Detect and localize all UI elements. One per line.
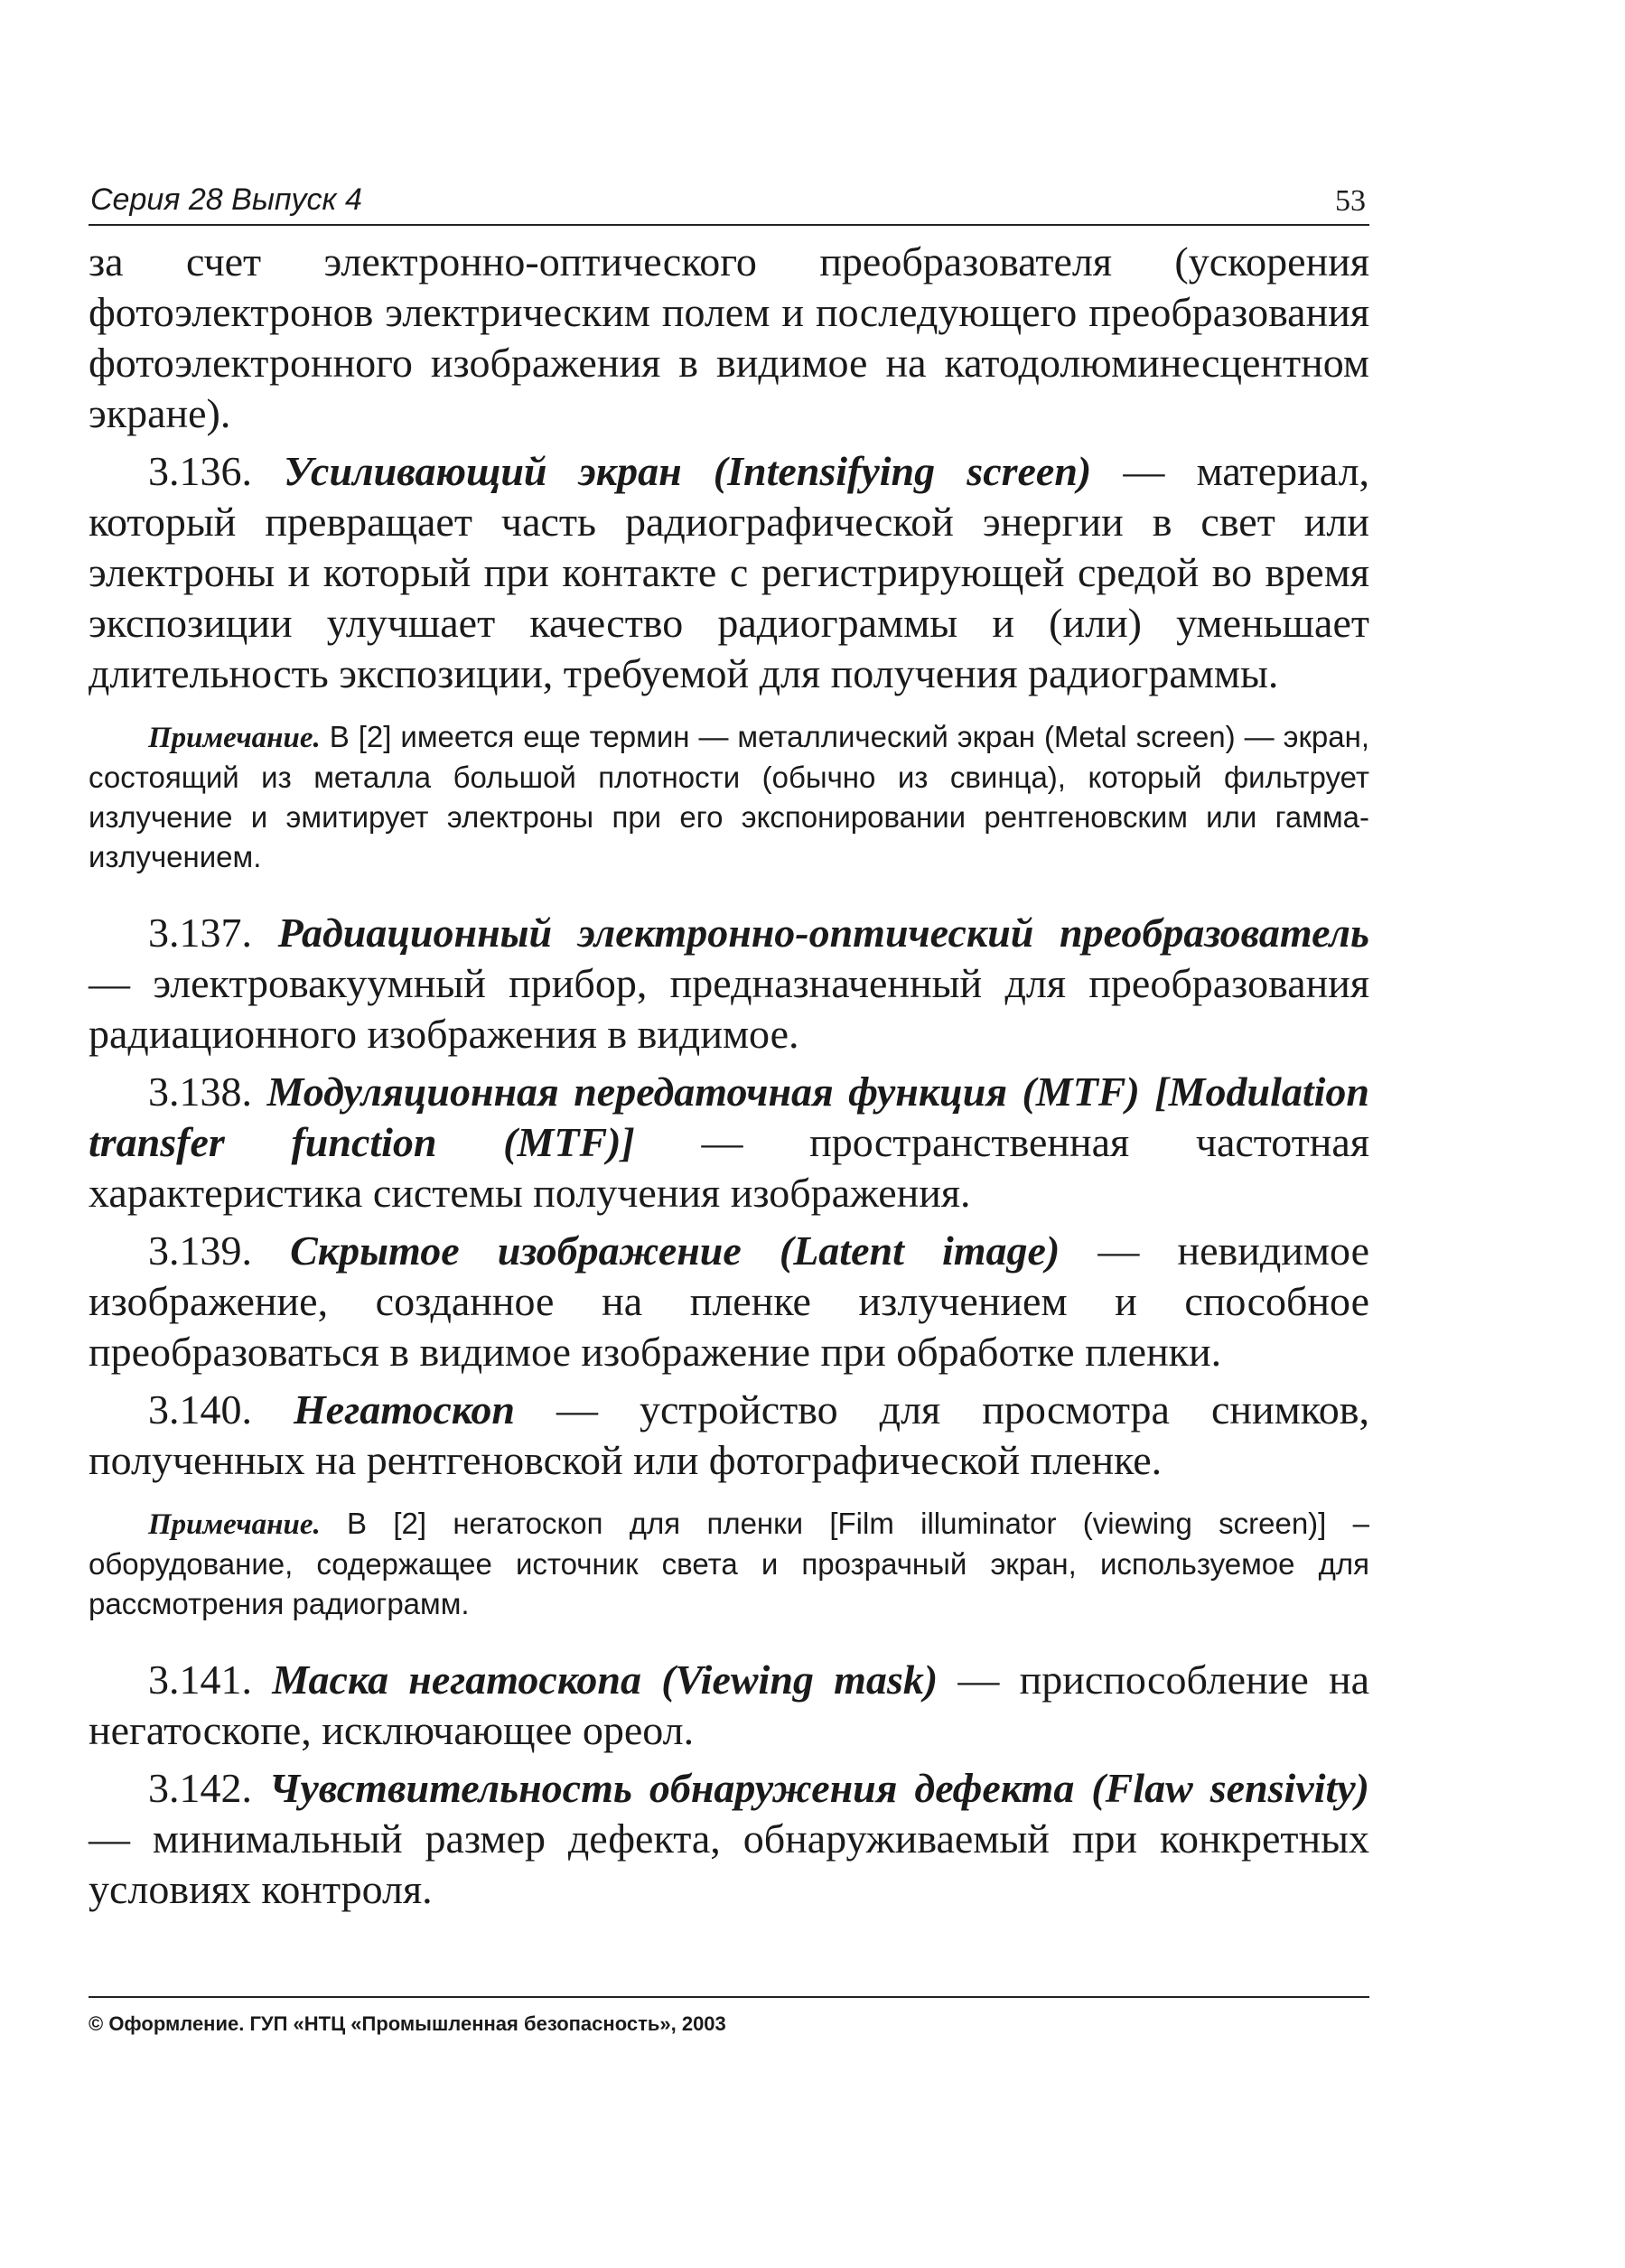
entry-3-141 <box>89 1655 1369 1756</box>
entry-3-140 <box>89 1385 1369 1486</box>
note-1 <box>89 717 1369 877</box>
note-2 <box>89 1504 1369 1624</box>
entry-3-142 <box>89 1763 1369 1915</box>
page-body <box>89 237 1369 1922</box>
entry-number: 3.141. <box>148 1657 252 1703</box>
entry-number: 3.140. <box>148 1386 252 1433</box>
intro-paragraph: за счет электронно-оптического преобразователя (ускорения фотоэлектронов электрическим полем и последующего преобразования фотоэлектронного изображения в видимое на катодолюминесцентном экране). <box>89 238 1369 436</box>
entry-definition: — приспособление на негатоскопе, исключающее ореол. <box>89 1657 1370 1753</box>
entry-number: 3.139. <box>148 1227 252 1274</box>
copyright-text: © Оформление. ГУП «НТЦ «Промышленная безопасность», 2003 <box>89 2012 726 2035</box>
entry-3-137 <box>89 908 1369 1059</box>
entry-term: Чувствительность обнаружения дефекта (Flaw sensivity) <box>268 1765 1369 1811</box>
entry-term: Скрытое изображение (Latent image) <box>290 1227 1060 1274</box>
entry-number: 3.137. <box>148 910 252 956</box>
entry-3-138 <box>89 1067 1369 1218</box>
entry-3-139 <box>89 1226 1369 1377</box>
note-label: Примечание. <box>148 722 321 754</box>
entry-number: 3.142. <box>148 1765 252 1811</box>
note-text: В [2] негатоскоп для пленки [Film illuminator (viewing screen)] – оборудование, содержащее источник света и прозрачный экран, используемое для рассмотрения радиограмм. <box>89 1507 1369 1620</box>
entry-definition: — устройство для просмотра снимков, полученных на рентгеновской или фотографической пленке. <box>89 1386 1369 1483</box>
page-number: 53 <box>1335 184 1366 218</box>
entry-term: Радиационный электронно-оптический преобразователь <box>277 910 1369 956</box>
page-header <box>89 181 1369 226</box>
page-footer <box>89 1996 1369 2036</box>
entry-3-136 <box>89 446 1369 699</box>
entry-term: Модуляционная передаточная функция (MTF) [Modulation transfer function (MTF)] <box>89 1069 1369 1165</box>
entry-definition: — минимальный размер дефекта, обнаруживаемый при конкретных условиях контроля. <box>89 1815 1369 1912</box>
entry-number: 3.138. <box>148 1069 252 1115</box>
note-text: В [2] имеется еще термин — металлический экран (Metal screen) — экран, состоящий из металла большой плотности (обычно из свинца), который фильтрует излучение и эмитирует электроны при его экспонировании рентгеновским или гамма-излучением. <box>89 720 1369 873</box>
entry-definition: — электровакуумный прибор, предназначенный для преобразования радиационного изображения в видимое. <box>89 960 1369 1057</box>
note-label: Примечание. <box>148 1508 321 1541</box>
entry-definition: — пространственная частотная характеристика системы получения изображения. <box>89 1119 1369 1216</box>
entry-term: Негатоскоп <box>294 1386 515 1433</box>
entry-definition: — невидимое изображение, созданное на пленке излучением и способное преобразоваться в видимое изображение при обработке пленки. <box>89 1227 1369 1375</box>
entry-definition: — материал, который превращает часть радиографической энергии в свет или электроны и который при контакте с регистрирующей средой во время экспозиции улучшает качество радиограммы и (или) уменьшает длительность экспозиции, требуемой для получения радиограммы. <box>89 448 1370 696</box>
entry-term: Усиливающий экран (Intensifying screen) <box>284 448 1092 494</box>
series-title: Серия 28 Выпуск 4 <box>90 182 362 217</box>
entry-number: 3.136. <box>148 448 252 494</box>
entry-term: Маска негатоскопа (Viewing mask) <box>272 1657 939 1703</box>
